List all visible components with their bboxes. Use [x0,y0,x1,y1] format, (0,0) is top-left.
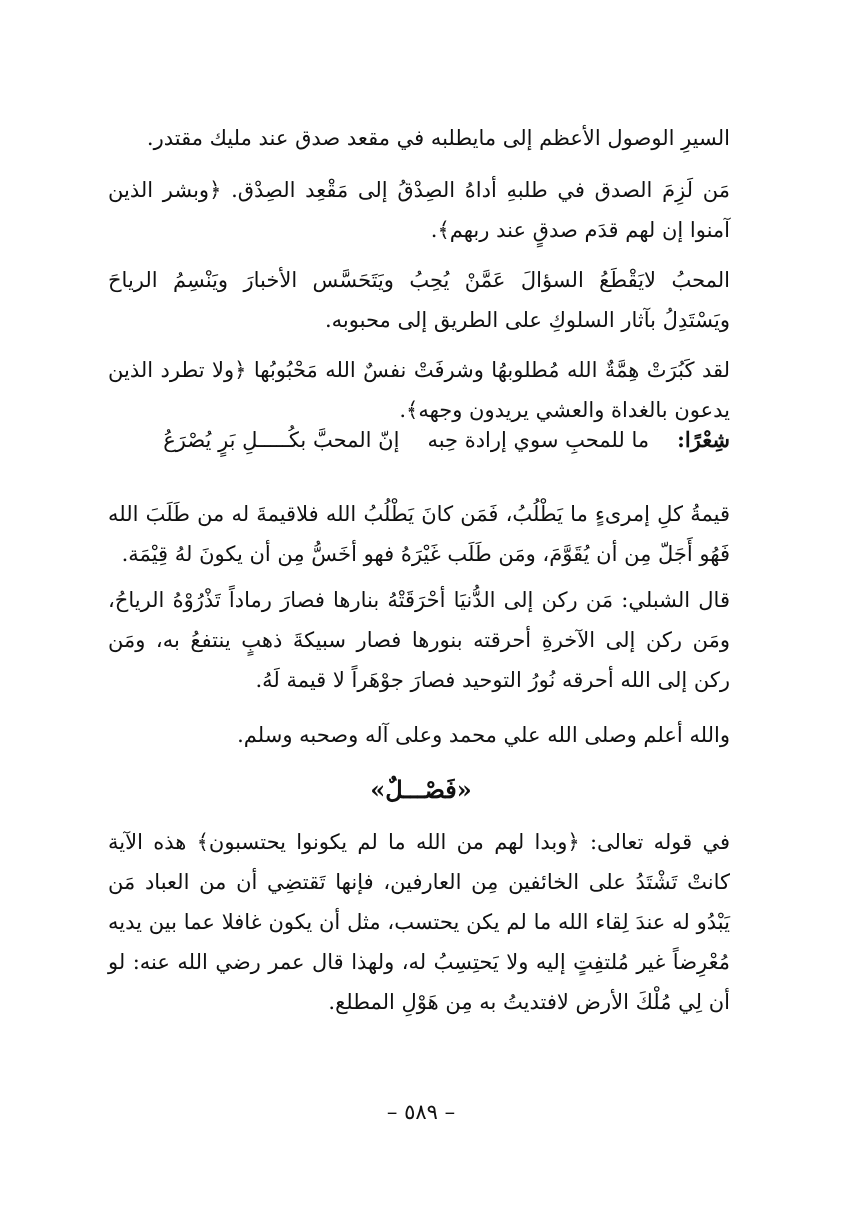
poem-hemistich-2: إنّ المحبَّ بكُـــــلِ بَرٍ يُصْرَعُ [163,428,400,452]
paragraph-4: لقد كَبُرَتْ هِمَّةٌ الله مُطلوبهُا وشرفَتْ نفسٌ الله مَحْبُوبُها ﴿ولا تطرد الذين يدعون بالغداة والعشي يريدون وجهه﴾. [108,358,730,422]
poem-label: شِعْرًا: [677,427,730,452]
paragraph-6: قال الشبلي: مَن ركن إلى الدُّنيَا أحْرَقَتْهُ بنارها فصارَ رماداً تَذْرُوْهُ الرياحُ، ومَن ركن إلى الآخرةِ أحرقته بنورها فصار سبيكةَ ذهبٍ ينتفعُ به، ومَن ركن إلى الله أحرقه نُورُ التوحيد فصارَ جوْهَراً لا قيمة لَهُ. [108,588,730,692]
section-title: «فَصْـــلٌ» [370,775,472,804]
paragraph-1: السيرِ الوصول الأعظم إلى مايطلبه في مقعد صدق عند مليك مقتدر. [146,126,730,150]
poem-verse [108,420,730,460]
paragraph-5: قيمةُ كلِ إمرىءٍ ما يَطْلُبُ، فَمَن كانَ يَطْلُبُ الله فلاقيمةَ له من طَلَبَ الله فَهُو أَجَلّ مِن أن يُقَوَّمَ، ومَن طَلَب غَيْرَهُ فهو أخَسُّ مِن أن يكونَ لهُ قِيْمَة. [108,502,730,566]
paragraph-7: والله أعلم وصلى الله علي محمد وعلى آله وصحبه وسلم. [237,723,730,747]
paragraph-3: المحبُ لايَقْطَعُ السؤالَ عَمَّنْ يُحِبُ ويَتَحَسَّس الأخبارَ ويَنْسِمُ الرياحَ ويَسْتَدِلُ بآثار السلوكِ على الطريق إلى محبوبه. [108,268,730,332]
paragraph-8: في قوله تعالى: ﴿وبدا لهم من الله ما لم يكونوا يحتسبون﴾ هذه الآية كانتْ تَشْتَدُ على الخائفين مِن العارفين، فإنها تَقتضِي أن من العباد مَن يَبْدُو له عندَ لِقاء الله ما لم يكن يحتسب، مثل أن يكون غافلا عما بين يديه مُعْرِضاً غير مُلتفِتٍ إليه ولا يَحتِسِبُ له، ولهذا قال عمر رضي الله عنه: لو أن لِي مُلْكَ الأرض لافتديتُ به مِن هَوْلِ المطلع. [108,830,730,1014]
page-number: – ٥٨٩ – [386,1100,456,1124]
paragraph-2: مَن لَزِمَ الصدق في طلبهِ أداهُ الصِدْقُ إلى مَقْعِد الصِدْق. ﴿وبشر الذين آمنوا إن لهم قدَم صدقٍ عند ربهم﴾. [108,178,730,242]
poem-hemistich-1: ما للمحبِ سوي إرادة حِبه [427,428,650,452]
